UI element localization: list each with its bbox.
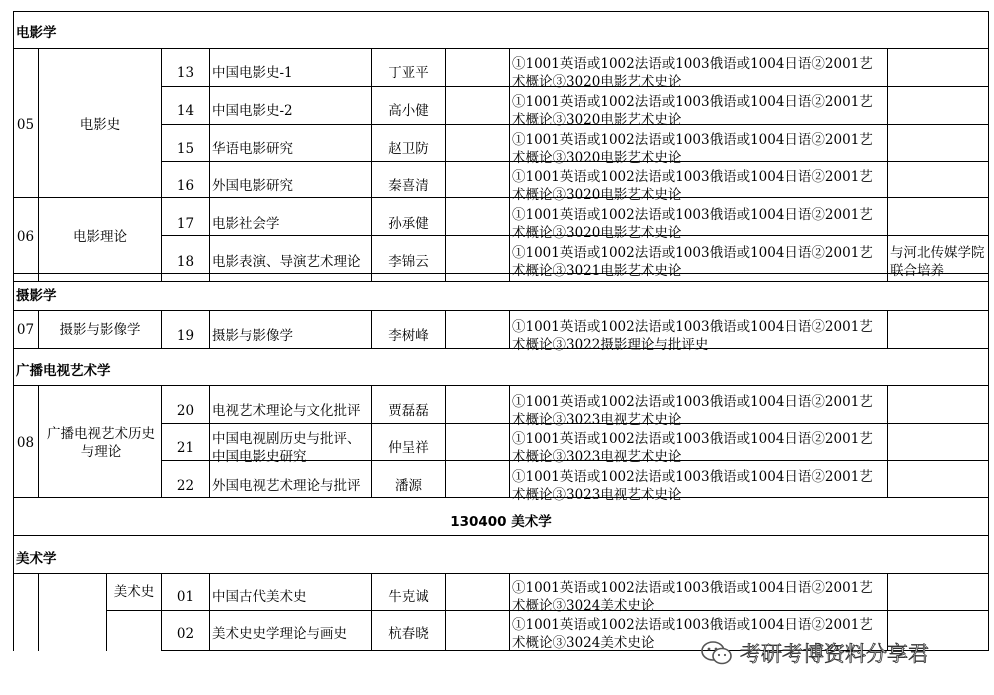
grid-line bbox=[887, 310, 888, 348]
grid-line bbox=[509, 573, 510, 651]
cell-supervisor: 牛克诚 bbox=[388, 588, 429, 605]
grid-line bbox=[13, 310, 988, 311]
dir-code: 08 bbox=[16, 435, 35, 451]
grid-line bbox=[209, 573, 210, 651]
grid-line bbox=[13, 11, 14, 651]
cell-exam: ①1001英语或1002法语或1003俄语或1004日语②2001艺术概论③3020电影艺术史论 bbox=[512, 169, 873, 203]
grid-line bbox=[988, 11, 989, 651]
grid-line bbox=[13, 385, 988, 386]
cell-number: 15 bbox=[176, 140, 195, 157]
cell-supervisor: 赵卫防 bbox=[388, 140, 429, 157]
grid-line bbox=[38, 310, 39, 348]
cell-supervisor: 贾磊磊 bbox=[388, 402, 429, 419]
grid-line bbox=[445, 310, 446, 348]
grid-line bbox=[13, 281, 988, 282]
sub-direction: 美术史 bbox=[113, 584, 155, 600]
cell-exam: ①1001英语或1002法语或1003俄语或1004日语②2001艺术概论③3022摄影理论与批评史 bbox=[512, 319, 873, 353]
section-fineart: 美术学 bbox=[16, 551, 57, 567]
grid-line bbox=[161, 86, 988, 87]
grid-line bbox=[13, 535, 988, 536]
grid-line bbox=[13, 197, 988, 198]
cell-number: 13 bbox=[176, 65, 195, 81]
grid-line bbox=[38, 385, 39, 497]
grid-line bbox=[371, 48, 372, 281]
cell-research: 中国古代美术史 bbox=[212, 588, 307, 605]
wechat-icon bbox=[700, 640, 734, 666]
grid-line bbox=[13, 273, 988, 274]
cell-number: 22 bbox=[176, 477, 195, 494]
dir-code: 05 bbox=[16, 117, 35, 133]
dir-code: 06 bbox=[16, 229, 35, 245]
grid-line bbox=[209, 48, 210, 281]
cell-exam: ①1001英语或1002法语或1003俄语或1004日语②2001艺术概论③3023电视艺术史论 bbox=[512, 431, 873, 465]
grid-line bbox=[161, 161, 988, 162]
grid-line bbox=[887, 48, 888, 281]
cell-supervisor: 秦喜清 bbox=[388, 178, 429, 194]
grid-line bbox=[445, 385, 446, 497]
section-photo: 摄影学 bbox=[16, 288, 57, 304]
dir-name: 电影理论 bbox=[73, 229, 127, 245]
grid-line bbox=[887, 385, 888, 497]
dir-code: 07 bbox=[16, 322, 35, 338]
enrollment-table bbox=[13, 11, 989, 651]
grid-line bbox=[445, 48, 446, 281]
grid-line bbox=[13, 348, 988, 349]
grid-line bbox=[161, 385, 162, 497]
grid-line bbox=[371, 573, 372, 651]
cell-supervisor: 高小健 bbox=[388, 103, 429, 119]
grid-line bbox=[161, 48, 162, 281]
cell-number: 21 bbox=[176, 440, 195, 456]
grid-line bbox=[209, 385, 210, 497]
cell-research: 中国电影史-1 bbox=[212, 65, 293, 81]
cell-exam: ①1001英语或1002法语或1003俄语或1004日语②2001艺术概论③3023电视艺术史论 bbox=[512, 394, 873, 428]
cell-exam: ①1001英语或1002法语或1003俄语或1004日语②2001艺术概论③3020电影艺术史论 bbox=[512, 207, 873, 241]
cell-number: 19 bbox=[176, 328, 195, 344]
grid-line bbox=[445, 573, 446, 651]
cell-number: 02 bbox=[176, 625, 195, 642]
cell-exam: ①1001英语或1002法语或1003俄语或1004日语②2001艺术概论③3024美术史论 bbox=[512, 617, 873, 651]
cell-number: 14 bbox=[176, 103, 195, 119]
cell-number: 17 bbox=[176, 216, 195, 232]
grid-line bbox=[13, 11, 988, 12]
cell-supervisor: 孙承健 bbox=[388, 216, 429, 232]
grid-line bbox=[38, 573, 39, 651]
dir-name: 广播电视艺术历史与理论 bbox=[47, 426, 155, 460]
grid-line bbox=[509, 310, 510, 348]
cell-supervisor: 丁亚平 bbox=[388, 65, 429, 81]
cell-supervisor: 杭春晓 bbox=[388, 625, 429, 642]
major-title: 130400 美术学 bbox=[450, 514, 552, 530]
dir-name: 电影史 bbox=[79, 117, 121, 133]
grid-line bbox=[161, 310, 162, 348]
cell-exam: ①1001英语或1002法语或1003俄语或1004日语②2001艺术概论③3020电影艺术史论 bbox=[512, 94, 873, 128]
grid-line bbox=[161, 423, 988, 424]
grid-line bbox=[371, 310, 372, 348]
cell-exam: ①1001英语或1002法语或1003俄语或1004日语②2001艺术概论③3020电影艺术史论 bbox=[512, 56, 873, 90]
grid-line bbox=[38, 48, 39, 281]
cell-exam: ①1001英语或1002法语或1003俄语或1004日语②2001艺术概论③3020电影艺术史论 bbox=[512, 132, 873, 166]
cell-research: 电影社会学 bbox=[212, 216, 280, 232]
cell-research: 外国电视艺术理论与批评 bbox=[212, 477, 361, 494]
cell-exam: ①1001英语或1002法语或1003俄语或1004日语②2001艺术概论③3023电视艺术史论 bbox=[512, 469, 873, 503]
watermark-text: 考研考博资料分享君 bbox=[740, 642, 929, 666]
cell-supervisor: 潘源 bbox=[395, 477, 422, 494]
grid-line bbox=[161, 460, 988, 461]
grid-line bbox=[106, 573, 107, 651]
cell-exam: ①1001英语或1002法语或1003俄语或1004日语②2001艺术概论③3024美术史论 bbox=[512, 580, 873, 614]
cell-research: 电视艺术理论与文化批评 bbox=[212, 402, 361, 419]
section-film: 电影学 bbox=[16, 25, 57, 41]
grid-line bbox=[106, 610, 988, 611]
grid-line bbox=[209, 310, 210, 348]
cell-supervisor: 李树峰 bbox=[388, 328, 429, 344]
grid-line bbox=[509, 385, 510, 497]
cell-note: 与河北传媒学院联合培养 bbox=[890, 245, 985, 279]
cell-supervisor: 仲呈祥 bbox=[388, 440, 429, 456]
grid-line bbox=[161, 573, 162, 651]
cell-number: 20 bbox=[176, 402, 195, 419]
grid-line bbox=[509, 48, 510, 281]
cell-exam: ①1001英语或1002法语或1003俄语或1004日语②2001艺术概论③3021电影艺术史论 bbox=[512, 245, 873, 279]
cell-supervisor: 李锦云 bbox=[388, 253, 429, 270]
cell-research: 电影表演、导演艺术理论 bbox=[212, 253, 361, 270]
grid-line bbox=[371, 385, 372, 497]
grid-line bbox=[13, 573, 988, 574]
grid-line bbox=[161, 235, 988, 236]
grid-line bbox=[13, 497, 988, 498]
grid-line bbox=[13, 48, 988, 49]
cell-research: 中国电影史-2 bbox=[212, 103, 293, 119]
cell-research: 华语电影研究 bbox=[212, 140, 293, 157]
section-broadcast: 广播电视艺术学 bbox=[16, 363, 111, 379]
dir-name: 摄影与影像学 bbox=[59, 322, 141, 338]
cell-research: 中国电视剧历史与批评、中国电影史研究 bbox=[212, 431, 361, 465]
cell-research: 摄影与影像学 bbox=[212, 328, 293, 344]
grid-line bbox=[161, 124, 988, 125]
cell-number: 18 bbox=[176, 253, 195, 270]
cell-research: 美术史史学理论与画史 bbox=[212, 625, 347, 642]
cell-research: 外国电影研究 bbox=[212, 178, 293, 194]
watermark bbox=[700, 638, 929, 668]
cell-number: 16 bbox=[176, 178, 195, 194]
cell-number: 01 bbox=[176, 588, 195, 605]
